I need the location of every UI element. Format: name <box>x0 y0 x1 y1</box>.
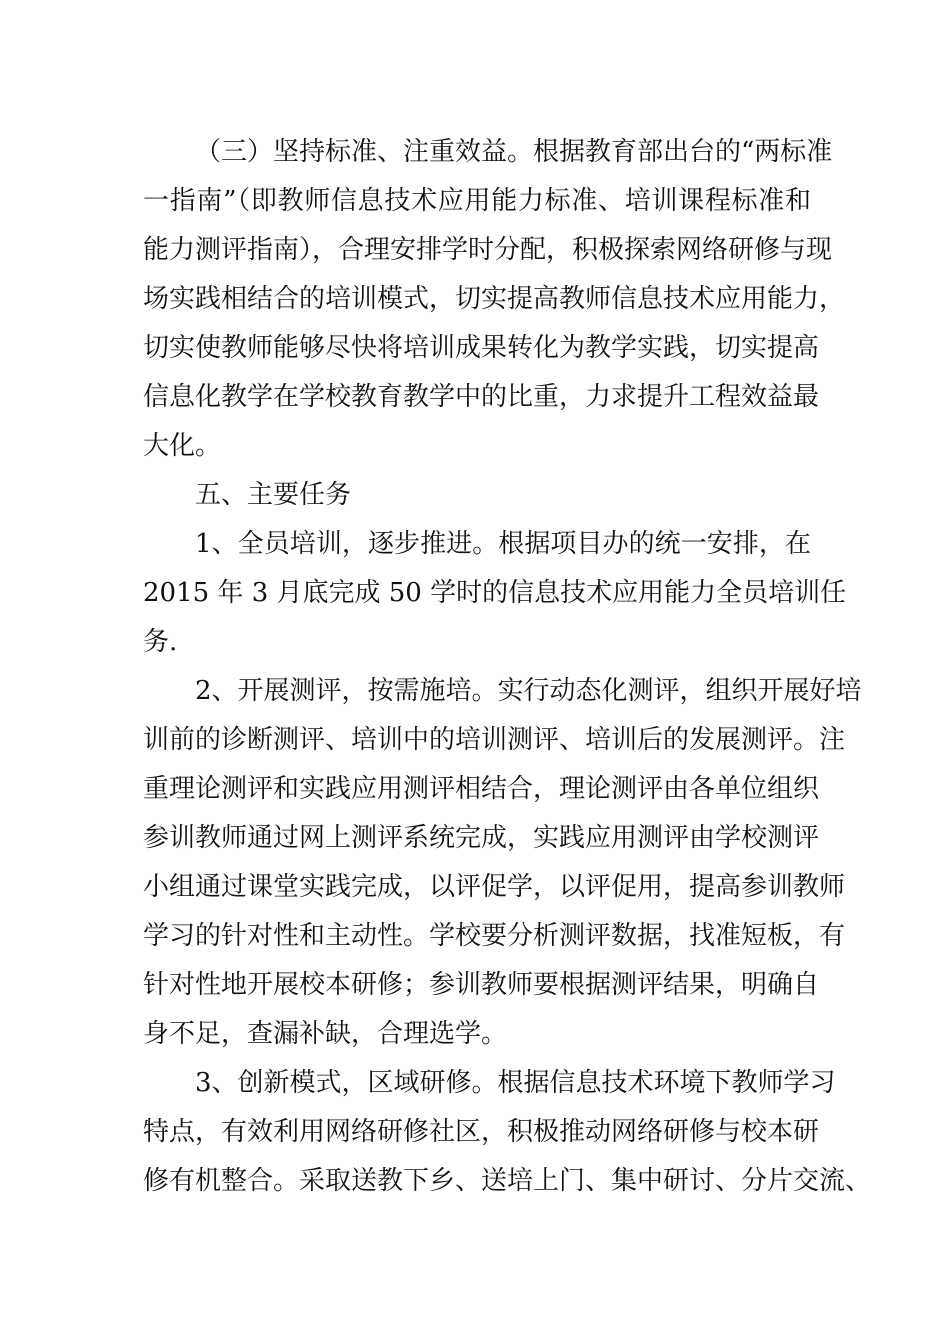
task-3-line-1: 3、创新模式，区域研修。根据信息技术环境下教师学习 <box>195 1068 836 1098</box>
paragraph-3-line-5: 切实使教师能够尽快将培训成果转化为教学实践，切实提高 <box>143 333 820 363</box>
task-2-line-7: 针对性地开展校本研修；参训教师要根据测评结果，明确自 <box>143 970 820 1000</box>
task-2-line-8: 身不足，查漏补缺，合理选学。 <box>143 1019 508 1049</box>
paragraph-3-line-2: 一指南”（即教师信息技术应用能力标准、培训课程标准和 <box>143 186 811 216</box>
paragraph-3-line-6: 信息化教学在学校教育教学中的比重，力求提升工程效益最 <box>143 382 820 412</box>
task-2-line-1: 2、开展测评，按需施培。实行动态化测评，组织开展好培 <box>195 676 862 706</box>
paragraph-3-line-4: 场实践相结合的培训模式，切实提高教师信息技术应用能力， <box>143 284 846 314</box>
paragraph-3-line-3: 能力测评指南），合理安排学时分配，积极探索网络研修与现 <box>143 235 833 265</box>
task-2-line-3: 重理论测评和实践应用测评相结合，理论测评由各单位组织 <box>143 774 820 804</box>
document-body <box>143 128 872 1206</box>
task-2-line-5: 小组通过课堂实践完成，以评促学，以评促用，提高参训教师 <box>143 872 846 902</box>
task-2-line-2: 训前的诊断测评、培训中的培训测评、培训后的发展测评。注 <box>143 725 846 755</box>
paragraph-3-line-1: （三）坚持标准、注重效益。根据教育部出台的“两标准 <box>195 137 833 167</box>
task-1-line-1: 1、全员培训，逐步推进。根据项目办的统一安排，在 <box>195 529 811 559</box>
task-2-line-4: 参训教师通过网上测评系统完成，实践应用测评由学校测评 <box>143 823 820 853</box>
paragraph-3-line-7: 大化。 <box>143 431 222 461</box>
task-3-line-2: 特点，有效利用网络研修社区，积极推动网络研修与校本研 <box>143 1117 820 1147</box>
section-heading: 五、主要任务 <box>195 480 352 510</box>
task-1-line-3: 务. <box>143 627 178 657</box>
task-3-line-3: 修有机整合。采取送教下乡、送培上门、集中研讨、分片交流、 <box>143 1166 872 1196</box>
task-2-line-6: 学习的针对性和主动性。学校要分析测评数据，找准短板，有 <box>143 921 846 951</box>
task-1-line-2: 2015 年 3 月底完成 50 学时的信息技术应用能力全员培训任 <box>143 578 847 608</box>
